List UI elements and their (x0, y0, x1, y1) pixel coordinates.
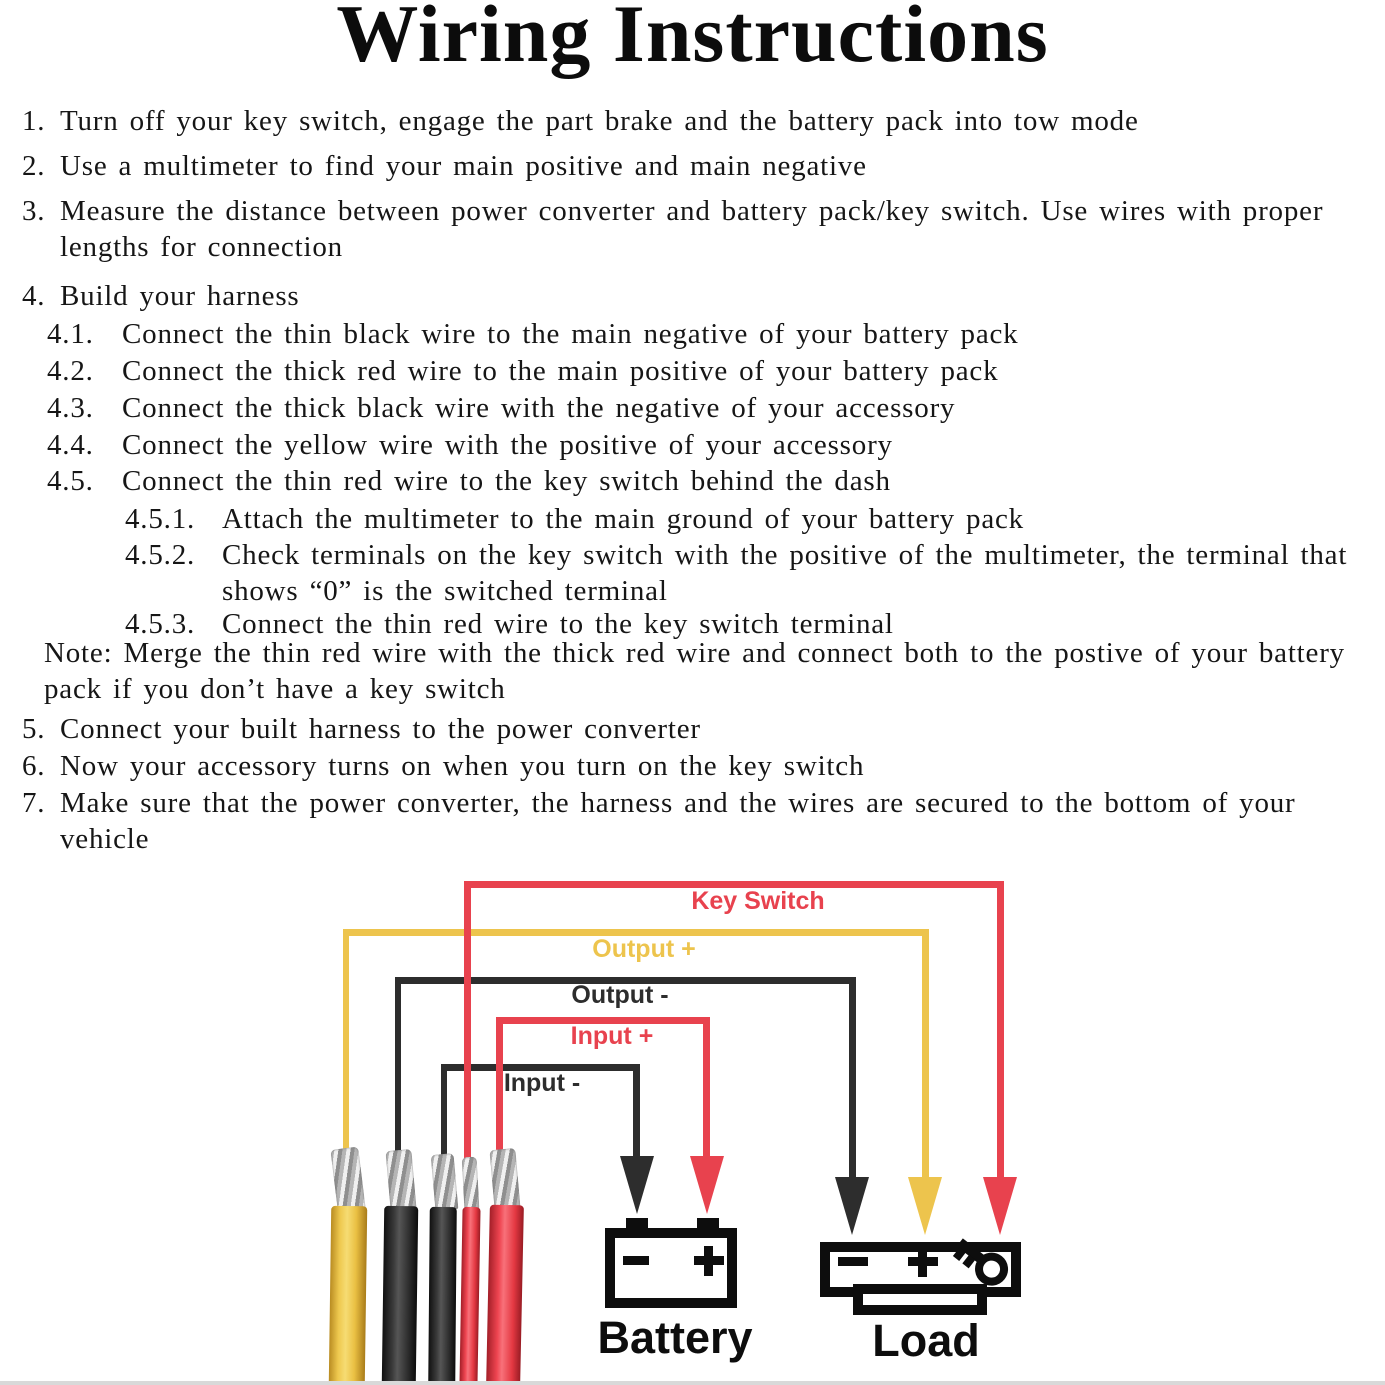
thin-black-wire (428, 1207, 457, 1385)
item-number: 6. (22, 750, 46, 782)
item-text: Attach the multimeter to the main ground of your battery pack (222, 503, 1024, 535)
thick-red-wire (486, 1205, 524, 1385)
item-text: Check terminals on the key switch with the positive of the multimeter, the terminal that shows “0” is the switched terminal (222, 539, 1348, 607)
load-minus-icon (838, 1257, 868, 1266)
load-connector-tab (853, 1284, 987, 1315)
instruction-4 (22, 278, 1352, 314)
thick-black-wire-tip (385, 1149, 416, 1211)
arrow-down-red-battery-plus-icon (690, 1156, 724, 1214)
item-number: 2. (22, 150, 46, 182)
item-number: 4.5.2. (125, 539, 196, 571)
instruction-6 (22, 748, 1352, 784)
thin-red-wire (459, 1207, 480, 1385)
instruction-4-1 (47, 316, 1352, 352)
item-text: Make sure that the power converter, the harness and the wires are secured to the bottom of your vehicle (60, 787, 1296, 855)
key-switch-lead-wire (464, 884, 471, 1160)
instruction-4-5 (47, 463, 1352, 499)
output-minus-label: Output - (571, 981, 669, 1009)
instruction-5 (22, 711, 1352, 747)
battery-label: Battery (597, 1312, 753, 1363)
arrow-down-black-battery-minus-icon (620, 1156, 654, 1214)
item-text: Build your harness (60, 280, 300, 312)
item-number: 3. (22, 195, 46, 227)
arrow-down-black-load-minus-icon (835, 1177, 869, 1235)
load-plus-icon-vertical (918, 1247, 927, 1277)
item-number: 4.5.3. (125, 608, 196, 640)
key-switch-label: Key Switch (691, 887, 825, 915)
item-number: 4.5.1. (125, 503, 196, 535)
item-number: 4.2. (47, 355, 94, 387)
arrow-down-red-load-key-icon (983, 1177, 1017, 1235)
item-number: 4. (22, 280, 46, 312)
instruction-4-4 (47, 427, 1352, 463)
page-bottom-edge (0, 1381, 1385, 1385)
item-text: Connect the thin red wire to the key switch behind the dash (122, 465, 891, 497)
item-text: Connect the thin black wire to the main negative of your battery pack (122, 318, 1019, 350)
load-label: Load (872, 1315, 980, 1366)
item-text: Use a multimeter to find your main positive and main negative (60, 150, 867, 182)
output-minus-wire-vertical (849, 977, 856, 1180)
instruction-1 (22, 103, 1352, 139)
item-number: 4.3. (47, 392, 94, 424)
yellow-wire (329, 1206, 368, 1385)
thick-red-wire-tip (489, 1148, 520, 1211)
output-plus-wire-vertical (922, 929, 929, 1180)
item-text: Connect the thick black wire with the negative of your accessory (122, 392, 956, 424)
output-plus-label: Output + (592, 935, 696, 963)
instruction-2 (22, 148, 1352, 184)
battery-icon (605, 1228, 737, 1308)
key-switch-wire-vertical (997, 881, 1004, 1180)
input-minus-label: Input - (503, 1069, 581, 1097)
item-text: Connect the thick red wire to the main positive of your battery pack (122, 355, 999, 387)
input-plus-label: Input + (570, 1022, 654, 1050)
battery-plus-icon-vertical (704, 1246, 713, 1276)
item-text: Measure the distance between power converter and battery pack/key switch. Use wires with proper lengths for connection (60, 195, 1324, 263)
thick-black-wire (382, 1206, 419, 1385)
item-text: Connect your built harness to the power converter (60, 713, 701, 745)
item-text: Connect the yellow wire with the positive of your accessory (122, 429, 893, 461)
thin-red-wire-tip (462, 1157, 480, 1210)
item-number: 4.4. (47, 429, 94, 461)
instruction-3 (22, 193, 1352, 265)
instruction-7 (22, 785, 1352, 857)
item-number: 1. (22, 105, 46, 137)
item-number: 4.1. (47, 318, 94, 350)
battery-minus-icon (623, 1256, 649, 1265)
instruction-4-2 (47, 353, 1352, 389)
item-text: Connect the thin red wire to the key switch terminal (222, 608, 894, 640)
page-title: Wiring Instructions (336, 0, 1049, 79)
yellow-wire-tip (330, 1147, 365, 1212)
item-text: Now your accessory turns on when you turn on the key switch (60, 750, 865, 782)
output-plus-lead-wire (343, 932, 349, 1154)
instruction-4-5-1 (125, 501, 1352, 537)
item-number: 5. (22, 713, 46, 745)
instruction-4-5-2 (125, 537, 1352, 609)
arrow-down-yellow-load-plus-icon (908, 1177, 942, 1235)
item-number: 4.5. (47, 465, 94, 497)
thin-black-wire-tip (431, 1153, 459, 1211)
item-number: 7. (22, 787, 46, 819)
instruction-4-3 (47, 390, 1352, 426)
note-text: Note: Merge the thin red wire with the thick red wire and connect both to the postive of your battery pack if you don’t have a key switch (44, 637, 1345, 705)
item-text: Turn off your key switch, engage the part brake and the battery pack into tow mode (60, 105, 1139, 137)
output-minus-lead-wire (395, 980, 401, 1156)
